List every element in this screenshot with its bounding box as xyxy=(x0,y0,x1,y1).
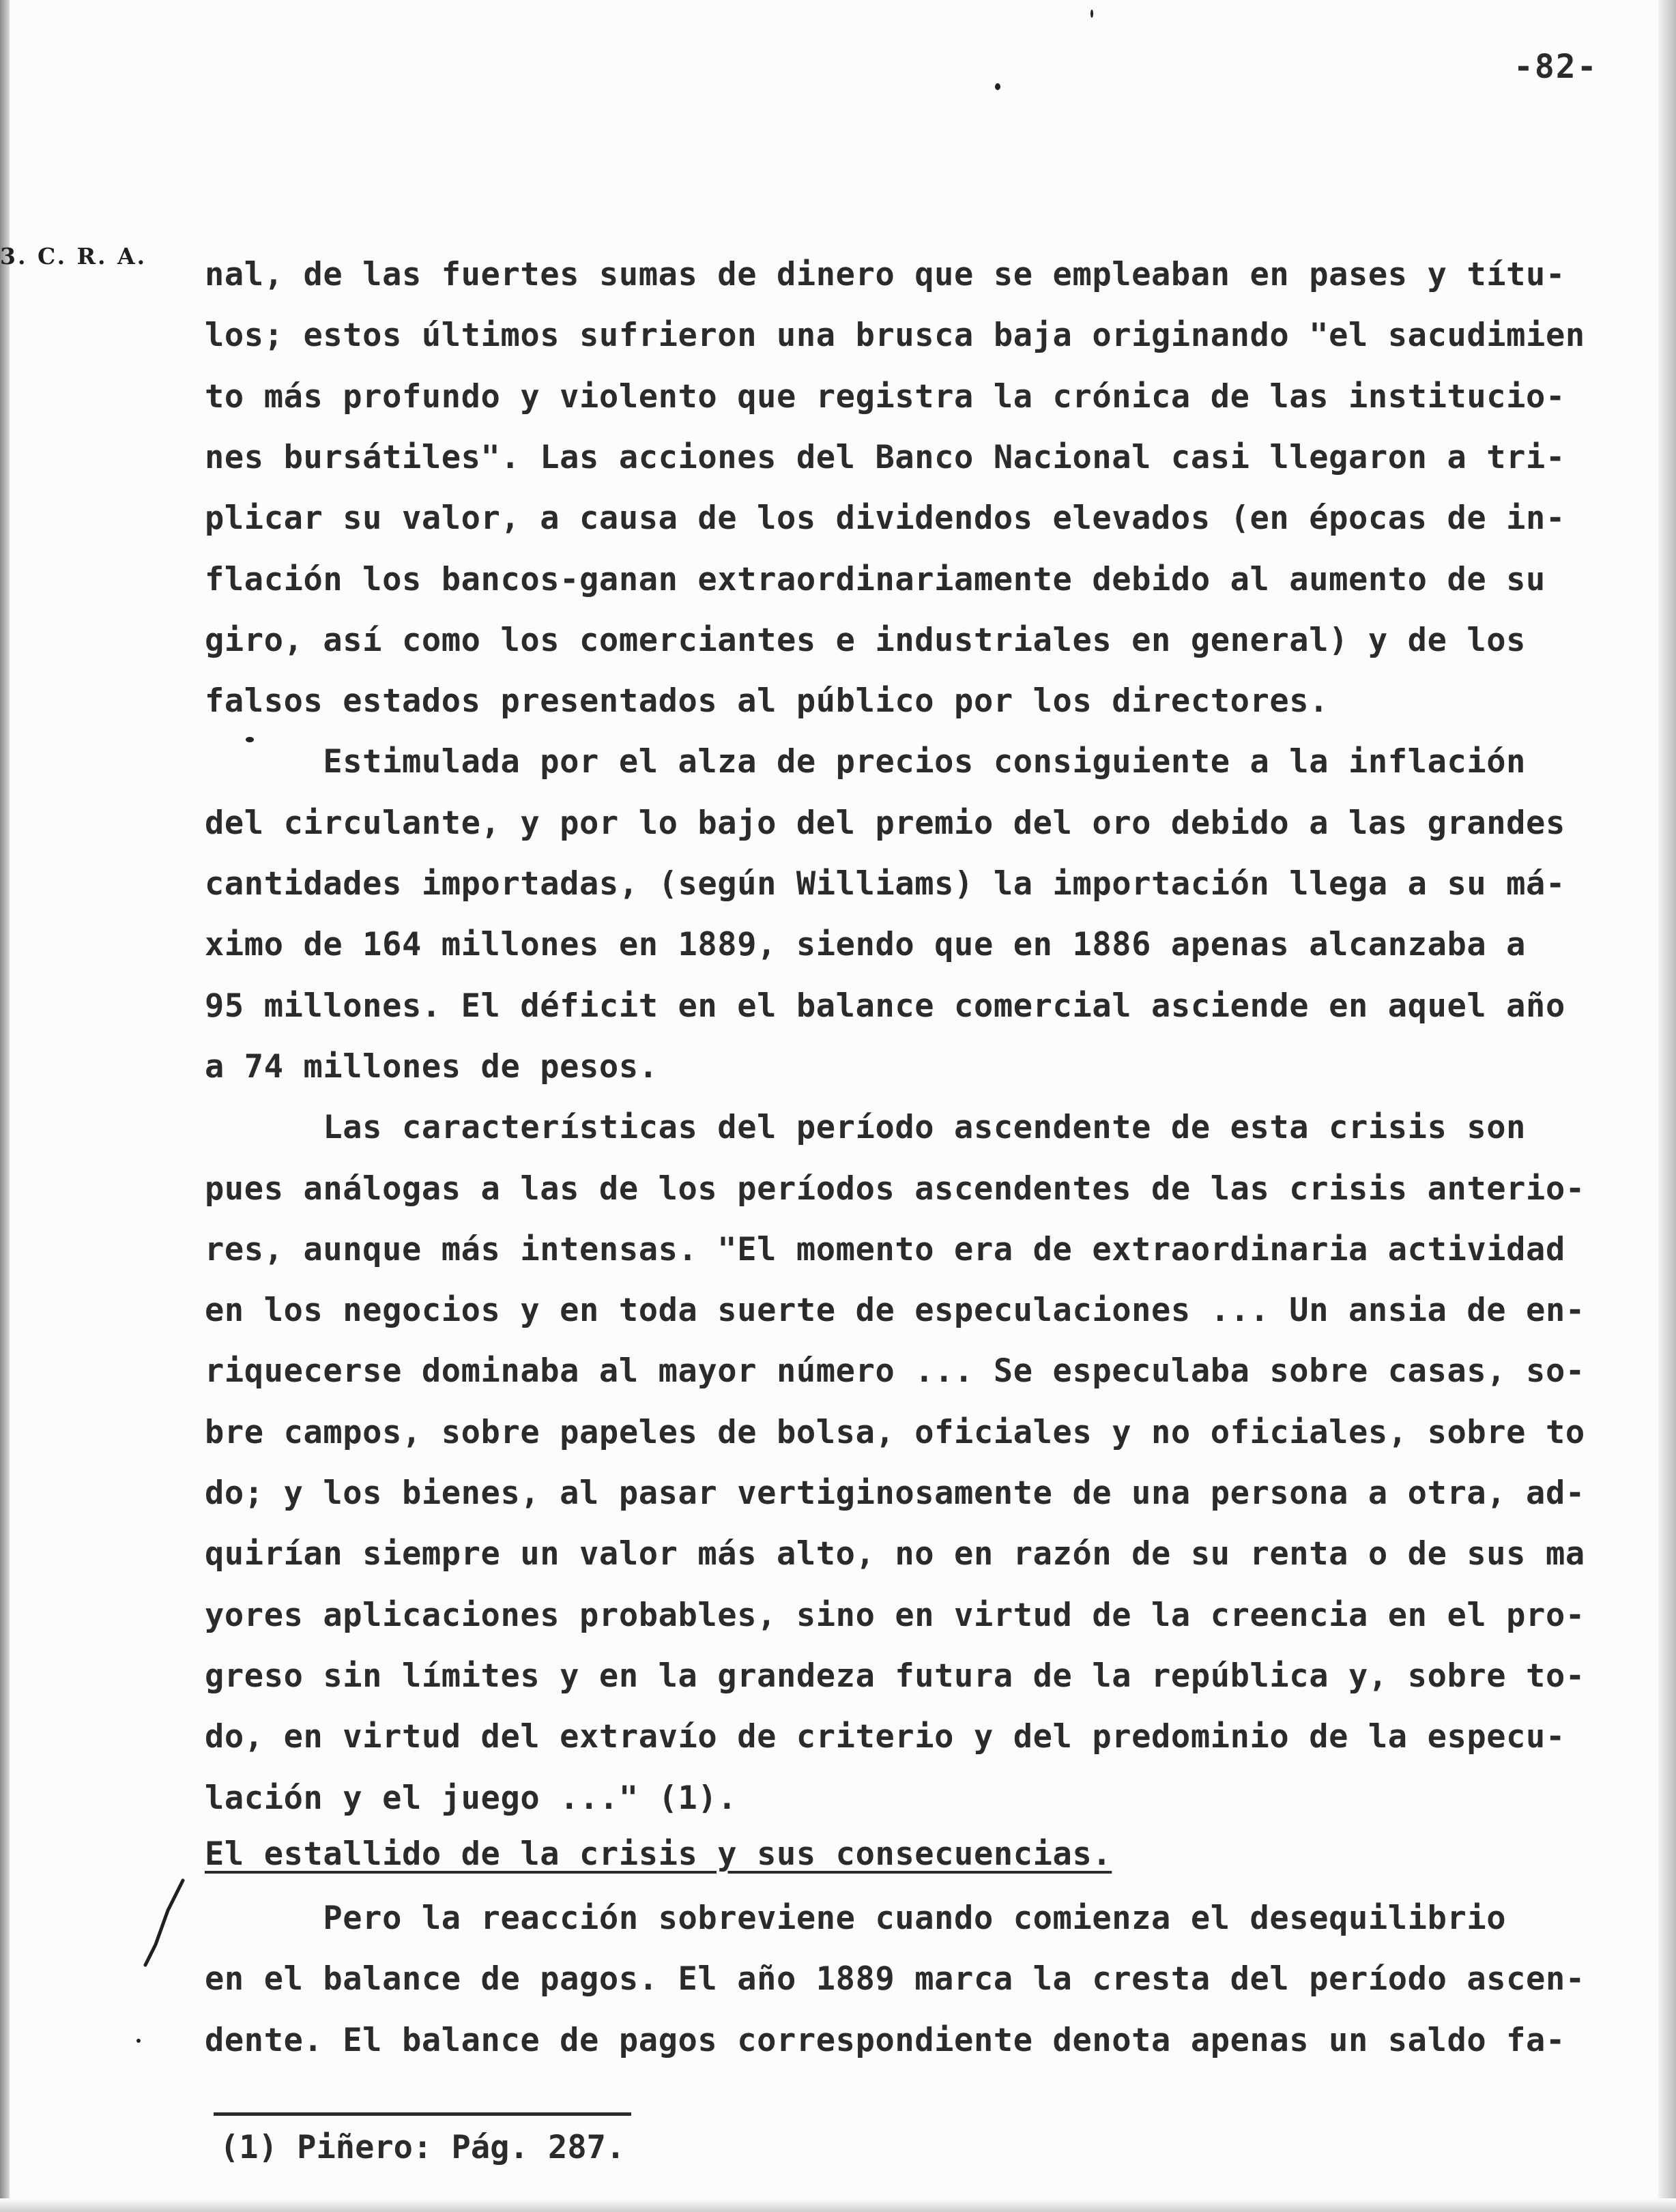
text-line: cantidades importadas, (según Williams) la importación llega a su má- xyxy=(205,865,1565,903)
text-line: do; y los bienes, al pasar vertiginosamente de una persona a otra, ad- xyxy=(205,1474,1585,1512)
text-line: yores aplicaciones probables, sino en virtud de la creencia en el pro- xyxy=(205,1596,1585,1634)
text-line: a 74 millones de pesos. xyxy=(205,1047,659,1086)
scan-speck xyxy=(1090,10,1093,18)
text-line: to más profundo y violento que registra la crónica de las institucio- xyxy=(205,377,1565,416)
footnote: (1) Piñero: Pág. 287. xyxy=(220,2129,626,2166)
margin-stamp: 3. C. R. A. xyxy=(0,243,147,270)
text-line: lación y el juego ..." (1). xyxy=(205,1779,738,1817)
text-line: plicar su valor, a causa de los dividendos elevados (en épocas de in- xyxy=(205,499,1565,538)
text-line: giro, así como los comerciantes e industriales en general) y de los xyxy=(205,621,1527,659)
text-line: greso sin límites y en la grandeza futura de la república y, sobre to- xyxy=(205,1657,1585,1695)
text-line: flación los bancos-ganan extraordinariamente debido al aumento de su xyxy=(205,560,1546,598)
text-line: dente. El balance de pagos correspondiente denota apenas un saldo fa- xyxy=(205,2021,1565,2059)
page-number: -82- xyxy=(1514,48,1598,86)
text-line: riquecerse dominaba al mayor número ... Se especulaba sobre casas, so- xyxy=(205,1352,1585,1391)
text-line: nes bursátiles". Las acciones del Banco Nacional casi llegaron a tri- xyxy=(205,438,1565,476)
text-line: do, en virtud del extravío de criterio y del predominio de la especu- xyxy=(205,1718,1565,1756)
text-line: del circulante, y por lo bajo del premio del oro debido a las grandes xyxy=(205,804,1565,842)
text-line: pues análogas a las de los períodos ascendentes de las crisis anterio- xyxy=(205,1169,1585,1208)
scan-speck xyxy=(995,83,1000,90)
text-line: falsos estados presentados al público por los directores. xyxy=(205,682,1329,721)
text-line: en el balance de pagos. El año 1889 marca la cresta del período ascen- xyxy=(205,1960,1585,1998)
text-line: Las características del período ascendente de esta crisis son xyxy=(205,1109,1527,1147)
text-line: bre campos, sobre papeles de bolsa, oficiales y no oficiales, sobre to xyxy=(205,1413,1585,1451)
section-heading: El estallido de la crisis y sus consecuencias. xyxy=(205,1835,1112,1873)
text-line: nal, de las fuertes sumas de dinero que se empleaban en pases y títu- xyxy=(205,256,1565,293)
text-line: en los negocios y en toda suerte de especulaciones ... Un ansia de en- xyxy=(205,1292,1585,1330)
text-line: Pero la reacción sobreviene cuando comienza el desequilibrio xyxy=(205,1900,1507,1937)
text-line: ximo de 164 millones en 1889, siendo que en 1886 apenas alcanzaba a xyxy=(205,926,1527,964)
scan-speck xyxy=(136,2039,141,2043)
text-line: los; estos últimos sufrieron una brusca baja originando "el sacudimien xyxy=(205,317,1585,355)
text-line: res, aunque más intensas. "El momento era de extraordinaria actividad xyxy=(205,1230,1565,1268)
text-line: 95 millones. El déficit en el balance comercial asciende en aquel año xyxy=(205,987,1565,1025)
scan-speck xyxy=(246,737,254,742)
text-line: quirían siempre un valor más alto, no en razón de su renta o de sus ma xyxy=(205,1535,1585,1573)
text-line: Estimulada por el alza de precios consiguiente a la inflación xyxy=(205,743,1527,781)
